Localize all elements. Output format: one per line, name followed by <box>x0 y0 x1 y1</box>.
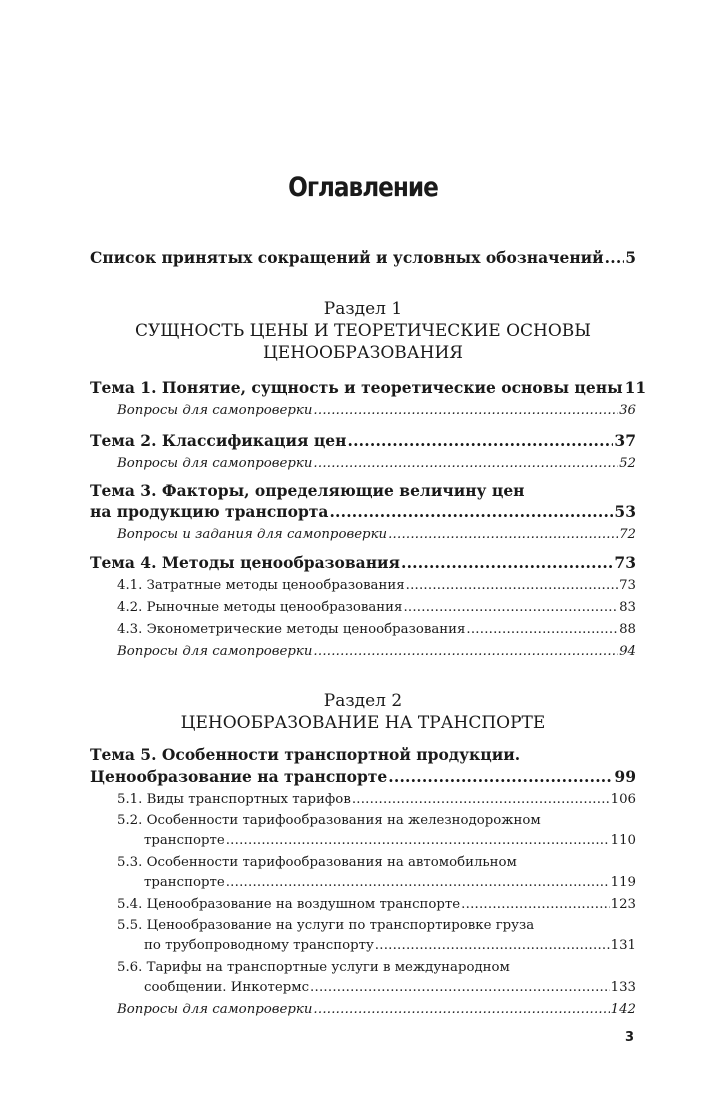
toc-entry-5-6-line-1[interactable]: 5.6. Тарифы на транспортные услуги в международном <box>117 960 510 975</box>
toc-entry-4-3[interactable]: 4.3. Эконометрические методы ценообразования . . . 88 <box>90 622 636 637</box>
toc-entry-abbreviations[interactable]: Список принятых сокращений и условных обозначений . . . 5 <box>90 248 636 267</box>
toc-entry-topic-3[interactable]: на продукцию транспорта . . . 53 <box>90 502 636 521</box>
page-number: 3 <box>625 1030 635 1045</box>
section-2-heading <box>0 690 726 734</box>
toc-entry-topic-2[interactable]: Тема 2. Классификация цен . . . 37 <box>90 431 636 450</box>
section-1-label: Раздел 1 <box>323 299 403 319</box>
section-1-title-line-2: ЦЕНООБРАЗОВАНИЯ <box>262 343 463 363</box>
section-2-label: Раздел 2 <box>323 691 403 711</box>
toc-entry-4-1[interactable]: 4.1. Затратные методы ценообразования . . . 73 <box>90 578 636 593</box>
toc-entry-topic-3-questions[interactable]: Вопросы и задания для самопроверки . . . 72 <box>90 527 636 542</box>
section-1-title-line-1: СУЩНОСТЬ ЦЕНЫ И ТЕОРЕТИЧЕСКИЕ ОСНОВЫ <box>134 321 592 341</box>
toc-entry-topic-4[interactable]: Тема 4. Методы ценообразования . . . 73 <box>90 553 636 572</box>
toc-entry-topic-1[interactable]: Тема 1. Понятие, сущность и теоретические основы цены 11 <box>90 378 647 397</box>
toc-entry-4-2[interactable]: 4.2. Рыночные методы ценообразования . . . 83 <box>90 600 636 615</box>
toc-entry-5-1[interactable]: 5.1. Виды транспортных тарифов . . . 106 <box>90 792 636 807</box>
section-2-title-line-1: ЦЕНООБРАЗОВАНИЕ НА ТРАНСПОРТЕ <box>180 713 546 733</box>
toc-entry-topic-5[interactable]: Ценообразование на транспорте . . . 99 <box>90 767 636 786</box>
toc-entry-5-4[interactable]: 5.4. Ценообразование на воздушном транспорте . . . 123 <box>90 897 636 912</box>
toc-entry-5-3[interactable]: транспорте . . . 119 <box>90 875 636 890</box>
toc-entry-5-2[interactable]: транспорте . . . 110 <box>90 833 636 848</box>
toc-entry-topic-1-questions[interactable]: Вопросы для самопроверки . . . 36 <box>90 403 636 418</box>
section-1-heading <box>0 298 726 364</box>
toc-entry-topic-4-questions[interactable]: Вопросы для самопроверки . . . 94 <box>90 644 636 659</box>
toc-entry-topic-5-questions[interactable]: Вопросы для самопроверки . . . 142 <box>90 1002 636 1017</box>
toc-entry-topic-5-line-1[interactable]: Тема 5. Особенности транспортной продукции. <box>90 745 521 764</box>
page-title: Оглавление <box>288 172 438 203</box>
toc-entry-5-5-line-1[interactable]: 5.5. Ценообразование на услуги по транспортировке груза <box>117 918 535 933</box>
toc-entry-5-5[interactable]: по трубопроводному транспорту . . . 131 <box>90 938 636 953</box>
toc-entry-5-2-line-1[interactable]: 5.2. Особенности тарифообразования на железнодорожном <box>117 813 541 828</box>
toc-entry-topic-2-questions[interactable]: Вопросы для самопроверки . . . 52 <box>90 456 636 471</box>
toc-entry-topic-3-line-1[interactable]: Тема 3. Факторы, определяющие величину цен <box>90 481 525 500</box>
toc-entry-5-3-line-1[interactable]: 5.3. Особенности тарифообразования на автомобильном <box>117 855 517 870</box>
toc-entry-5-6[interactable]: сообщении. Инкотермс . . . 133 <box>90 980 636 995</box>
